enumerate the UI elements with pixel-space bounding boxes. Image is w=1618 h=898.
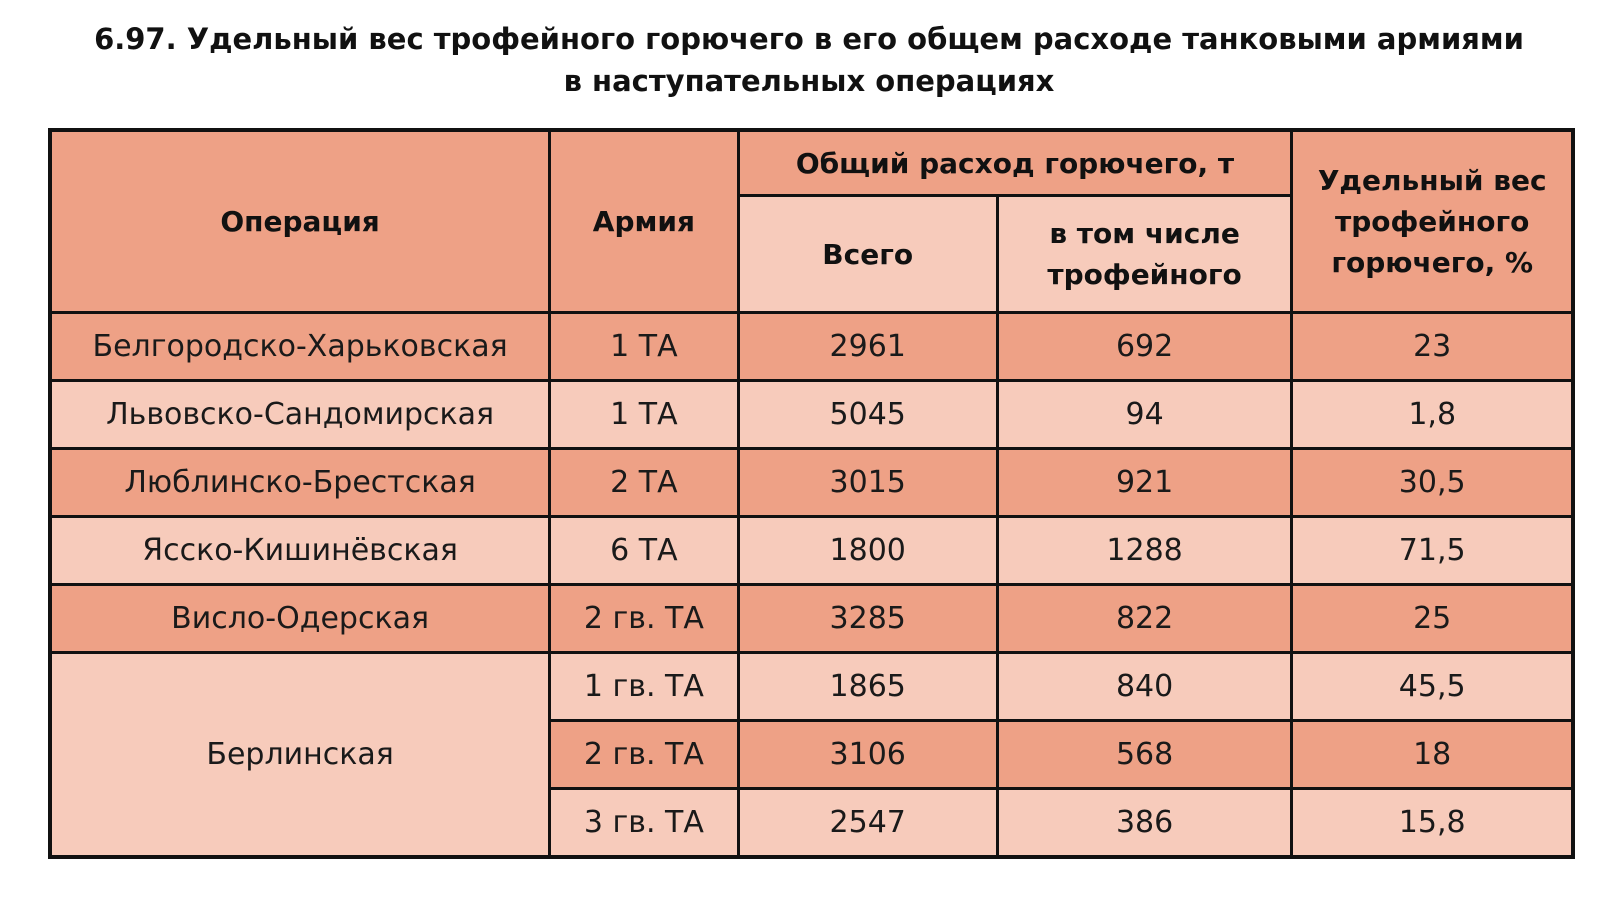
header-share: [1292, 130, 1573, 313]
cell-operation: Люблинско-Брестская: [50, 449, 550, 517]
cell-total: 2961: [738, 313, 997, 381]
table-row: [50, 313, 1573, 381]
header-operation: Операция: [50, 130, 550, 313]
fuel-table: [48, 128, 1575, 859]
cell-total: 5045: [738, 381, 997, 449]
cell-share: 71,5: [1292, 517, 1573, 585]
cell-operation: Ясско-Кишинёвская: [50, 517, 550, 585]
header-captured-line-1: в том числе: [1049, 217, 1240, 250]
cell-army: 2 гв. ТА: [550, 721, 738, 789]
cell-total: 3106: [738, 721, 997, 789]
cell-captured: 1288: [997, 517, 1292, 585]
cell-operation: Висло-Одерская: [50, 585, 550, 653]
cell-total: 1865: [738, 653, 997, 721]
cell-captured: 921: [997, 449, 1292, 517]
cell-share: 45,5: [1292, 653, 1573, 721]
cell-army: 6 ТА: [550, 517, 738, 585]
header-share-line-2: трофейного: [1335, 205, 1530, 238]
cell-army: 1 ТА: [550, 313, 738, 381]
header-captured: [997, 196, 1292, 313]
cell-army: 1 ТА: [550, 381, 738, 449]
cell-share: 25: [1292, 585, 1573, 653]
table-row: [50, 449, 1573, 517]
cell-army: 2 ТА: [550, 449, 738, 517]
cell-army: 2 гв. ТА: [550, 585, 738, 653]
cell-captured: 692: [997, 313, 1292, 381]
cell-army: 1 гв. ТА: [550, 653, 738, 721]
header-captured-line-2: трофейного: [1047, 258, 1242, 291]
cell-captured: 386: [997, 789, 1292, 858]
cell-total: 1800: [738, 517, 997, 585]
cell-share: 18: [1292, 721, 1573, 789]
cell-total: 3285: [738, 585, 997, 653]
cell-share: 15,8: [1292, 789, 1573, 858]
header-army: Армия: [550, 130, 738, 313]
cell-captured: 94: [997, 381, 1292, 449]
cell-operation: Белгородско-Харьковская: [50, 313, 550, 381]
header-share-line-3: горючего, %: [1331, 246, 1534, 279]
table-row: [50, 381, 1573, 449]
header-total: Всего: [738, 196, 997, 313]
cell-share: 23: [1292, 313, 1573, 381]
cell-total: 3015: [738, 449, 997, 517]
cell-captured: 822: [997, 585, 1292, 653]
cell-operation: Берлинская: [50, 653, 550, 858]
cell-operation: Львовско-Сандомирская: [50, 381, 550, 449]
table-row: [50, 517, 1573, 585]
title-line-1: 6.97. Удельный вес трофейного горючего в его общем расходе танковыми армиями: [94, 22, 1524, 56]
cell-army: 3 гв. ТА: [550, 789, 738, 858]
title-line-2: в наступательных операциях: [563, 64, 1055, 98]
header-share-line-1: Удельный вес: [1317, 164, 1547, 197]
header-total-fuel: Общий расход горючего, т: [738, 130, 1292, 196]
cell-captured: 568: [997, 721, 1292, 789]
cell-share: 30,5: [1292, 449, 1573, 517]
page-title: [0, 18, 1618, 102]
table-row: [50, 585, 1573, 653]
cell-total: 2547: [738, 789, 997, 858]
cell-captured: 840: [997, 653, 1292, 721]
table-row: [50, 653, 1573, 721]
cell-share: 1,8: [1292, 381, 1573, 449]
